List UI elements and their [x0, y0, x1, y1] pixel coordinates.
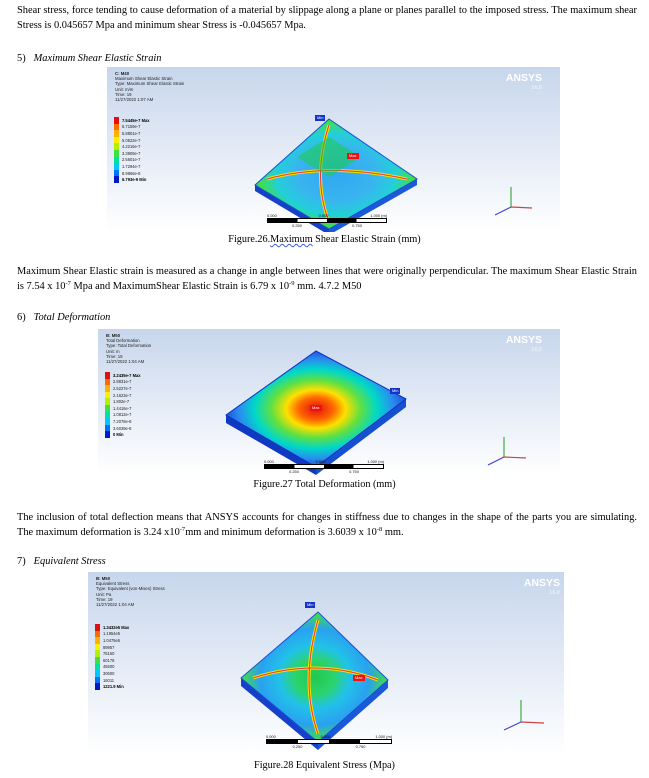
figure-26-legend: 7.5445e-7 Max 6.7159e-7 5.8801e-7 5.0522e-7 4.2216e-7 3.3908e-7 2.5601e-7 1.7294e-7 8.9866e-8 6.793e-9 Min: [114, 117, 150, 183]
figure-28-caption: Figure.28 Equivalent Stress (Mpa): [254, 760, 395, 771]
figure-27-total-deformation: [98, 329, 560, 475]
figure-28-min-tag: Min: [307, 602, 314, 607]
figure-27-model: [98, 329, 560, 475]
section-5-paragraph: Maximum Shear Elastic strain is measured as a change in angle between lines that were originally perpendicular. The maximum Shear Elastic Strain is 7.54 x $10^{-7}$ Mpa and MaximumShear Elastic Strain is 6.79 x $10^{-9}$ mm. 4.7.2 M50: [17, 266, 637, 292]
figure-27-min-tag: Min: [392, 388, 399, 393]
figure-26-max-shear-strain: [107, 67, 560, 232]
figure-28-scale-bar: 0.000 0.500 1.000 (m) 0.250 0.750: [266, 734, 392, 749]
figure-26-min-tag: Min: [317, 115, 324, 120]
figure-27-legend: 3.2435e-7 Max 2.8831e-7 2.5227e-7 2.1623e-7 1.802e-7 1.4416e-7 1.0812e-7 7.2078e-8 3.6039e-8 0 Min: [105, 372, 141, 438]
ansys-logo: ANSYS 16.0: [505, 72, 542, 91]
figure-27-info: B: M50 Total Deformation Type: Total Deformation Unit: m Time: 19 11/27/2022 1:04 AM: [106, 333, 152, 365]
figure-28-model: [88, 572, 564, 755]
figure-26-scale-bar: 0.000 0.500 1.000 (m) 0.250 0.750: [267, 213, 387, 228]
figure-26-model: [107, 67, 560, 232]
figure-27-caption: Figure.27 Total Deformation (mm): [253, 479, 396, 490]
figure-28-legend: 1.3432e5 Max 1.1954e5 1.0475e5 89957 75160 60178 45500 30600 16011 1221.9 Min: [95, 624, 129, 690]
figure-26-info: C: M40 Maximum Shear Elastic Strain Type: Maximum Shear Elastic Strain Unit: m/m Time: 19 11/27/2022 1:07 AM: [115, 71, 185, 103]
section-6-paragraph: The inclusion of total deflection means that ANSYS accounts for changes in stiffness due to changes in the shape of the parts you are simulating. The maximum deformation is 3.24 $x10^{-7}mm$ and minimum deformation is 3.6039 x $10^{-8}$ mm.: [17, 512, 637, 538]
ansys-logo: ANSYS 16.0: [505, 334, 542, 353]
section-5-title: Maximum Shear Elastic Strain: [33, 53, 162, 64]
figure-26-caption: Figure.26.Maximum Shear Elastic Strain (mm): [228, 234, 421, 245]
figure-27-max-tag: Max: [312, 405, 320, 410]
figure-28-equivalent-stress: [88, 572, 564, 755]
section-7-heading: 7) Equivalent Stress: [17, 556, 106, 567]
figure-28-info: B: M50 Equivalent Stress Type: Equivalent (von-Mises) Stress Unit: Pa Time: 19 11/27/2022 1:04 AM: [96, 576, 165, 608]
figure-26-max-tag: Max: [349, 153, 357, 158]
intro-paragraph: Shear stress, force tending to cause deformation of a material by slippage along a plane or planes parallel to the imposed stress. The maximum shear Stress is 0.045657 Mpa and minimum shear Stress is -0.045657 Mpa.: [17, 5, 637, 31]
figure-28-max-tag: Max: [355, 675, 363, 680]
figure-27-scale-bar: 0.000 0.500 1.000 (m) 0.250 0.750: [264, 459, 384, 474]
section-6-heading: 6) Total Deformation: [17, 312, 111, 323]
section-5-number: 5): [17, 53, 26, 64]
section-5-heading: [17, 53, 162, 64]
ansys-logo: ANSYS 16.0: [523, 577, 560, 596]
